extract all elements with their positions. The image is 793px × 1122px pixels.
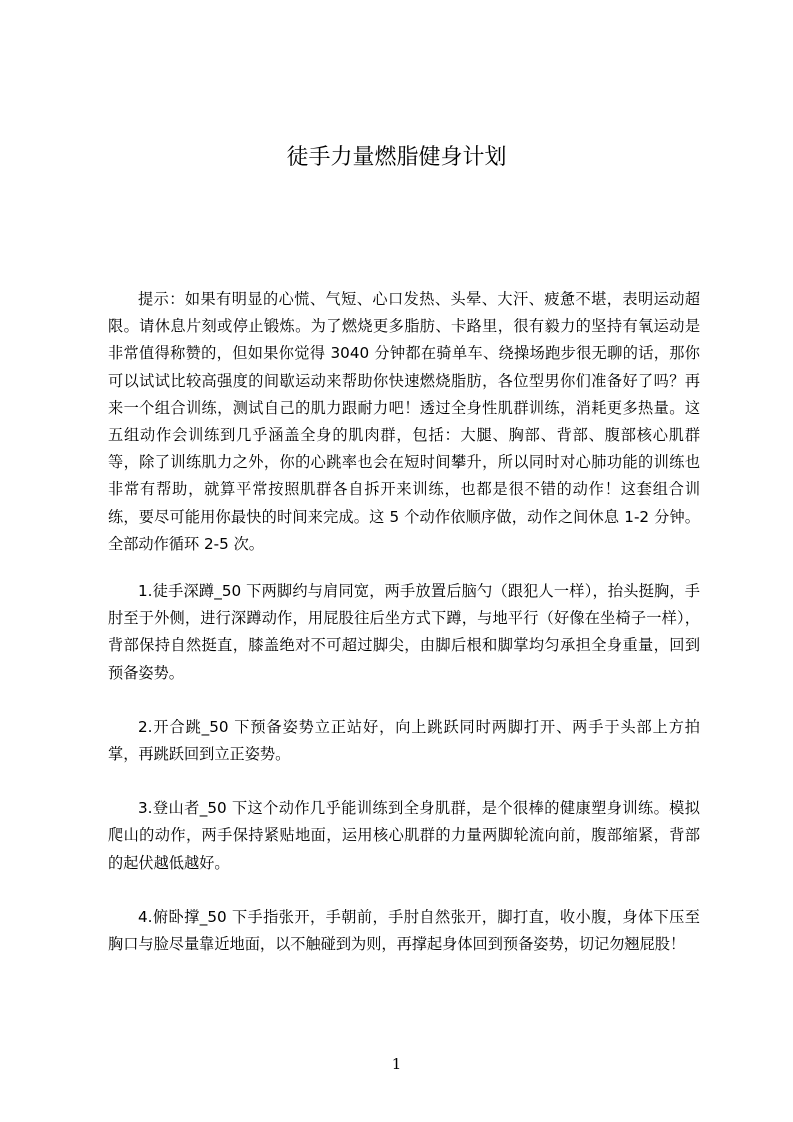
step-4-paragraph: 4.俯卧撑_50 下手指张开，手朝前，手肘自然张开，脚打直，收小腹，身体下压至胸口与脸尽量靠近地面，以不触碰到为则，再撑起身体回到预备姿势，切记勿翘屁股！ xyxy=(108,907,700,954)
document-body xyxy=(108,286,700,985)
step-3-paragraph: 3.登山者_50 下这个动作几乎能训练到全身肌群，是个很棒的健康塑身训练。模拟爬山的动作，两手保持紧贴地面，运用核心肌群的力量两脚轮流向前，腹部缩紧，背部的起伏越低越好。 xyxy=(108,799,700,872)
page-number: 1 xyxy=(391,1055,402,1073)
document-title: 徒手力量燃脂健身计划 xyxy=(286,145,507,170)
step-2-paragraph: 2.开合跳_50 下预备姿势立正站好，向上跳跃同时两脚打开、两手于头部上方拍掌，再跳跃回到立正姿势。 xyxy=(108,717,700,764)
intro-paragraph: 提示：如果有明显的心慌、气短、心口发热、头晕、大汗、疲惫不堪，表明运动超限。请休息片刻或停止锻炼。为了燃烧更多脂肪、卡路里，很有毅力的坚持有氧运动是非常值得称赞的，但如果你觉得 3040 分钟都在骑单车、绕操场跑步很无聊的话，那你可以试试比较高强度的间歇运动来帮助你快速燃烧脂肪，各位型男你们准备好了吗？再来一个组合训练，测试自己的肌力跟耐力吧！透过全身性肌群训练，消耗更多热量。这五组动作会训练到几乎涵盖全身的肌肉群，包括：大腿、胸部、背部、腹部核心肌群等，除了训练肌力之外，你的心跳率也会在短时间攀升，所以同时对心肺功能的训练也非常有帮助，就算平常按照肌群各自拆开来训练，也都是很不错的动作！这套组合训练，要尽可能用你最快的时间来完成。这 5 个动作依顺序做，动作之间休息 1-2 分钟。全部动作循环 2-5 次。 xyxy=(108,290,700,553)
step-1-paragraph: 1.徒手深蹲_50 下两脚约与肩同宽，两手放置后脑勺（跟犯人一样），抬头挺胸，手肘至于外侧，进行深蹲动作，用屁股往后坐方式下蹲，与地平行（好像在坐椅子一样），背部保持自然挺直，膝盖绝对不可超过脚尖，由脚后根和脚掌均匀承担全身重量，回到预备姿势。 xyxy=(108,582,700,682)
